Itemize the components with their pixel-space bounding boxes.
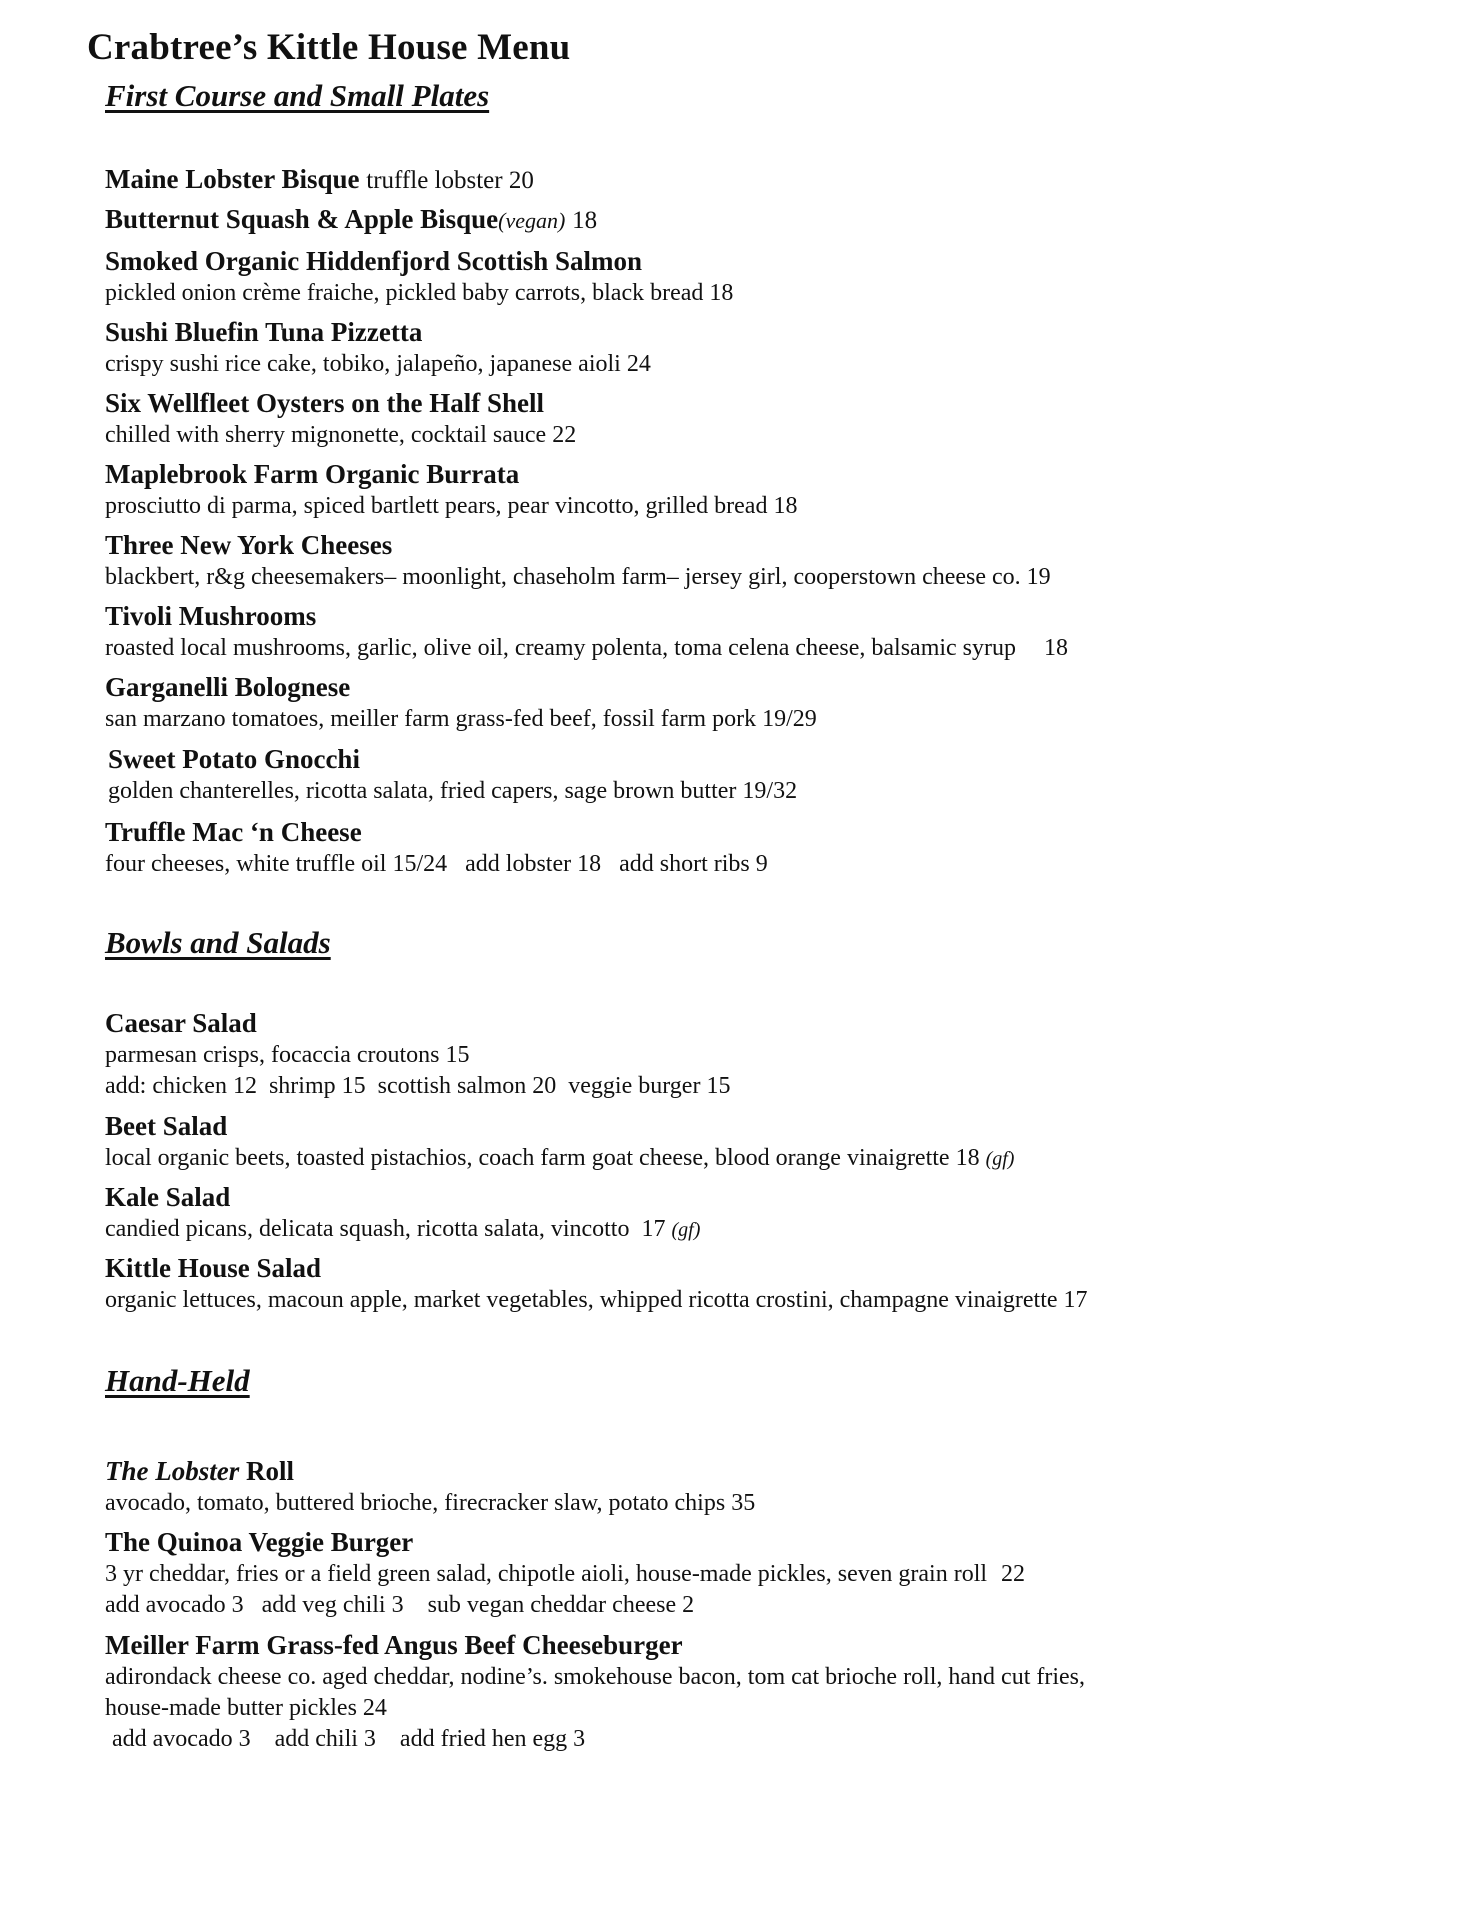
section-heading-bowls-salads: Bowls and Salads — [105, 925, 331, 960]
menu-title: Crabtree’s Kittle House Menu — [87, 27, 571, 68]
menu-item-angus-cheeseburger — [105, 1628, 1425, 1755]
menu-item-lobster-bisque — [105, 162, 1425, 198]
item-description: truffle lobster 20 — [366, 167, 534, 194]
gluten-free-tag: (gf) — [671, 1219, 701, 1241]
item-name: Maplebrook Farm Organic Burrata — [105, 459, 520, 489]
item-description: 3 yr cheddar, fries or a field green salad, chipotle aioli, house-made pickles, seven grain roll — [105, 1561, 988, 1587]
item-name: The Quinoa Veggie Burger — [105, 1527, 414, 1557]
menu-item-burrata — [105, 457, 1425, 522]
item-description: organic lettuces, macoun apple, market vegetables, whipped ricotta crostini, champagne vinaigrette 17 — [105, 1287, 1088, 1313]
menu-item-tuna-pizzetta — [105, 315, 1425, 380]
item-price: 22 — [1001, 1561, 1026, 1587]
item-name: Truffle Mac ‘n Cheese — [105, 817, 362, 847]
item-description: pickled onion crème fraiche, pickled baby carrots, black bread 18 — [105, 280, 734, 306]
item-price: 18 — [1044, 635, 1069, 661]
item-description: san marzano tomatoes, meiller farm grass-fed beef, fossil farm pork 19/29 — [105, 706, 817, 732]
section-heading-first-course: First Course and Small Plates — [105, 78, 490, 113]
item-description: golden chanterelles, ricotta salata, fried capers, sage brown butter 19/32 — [108, 778, 798, 804]
menu-item-garganelli — [105, 670, 1425, 735]
item-name: Sweet Potato Gnocchi — [108, 744, 360, 774]
item-name-italic: The Lobster — [105, 1456, 240, 1486]
item-description: local organic beets, toasted pistachios, coach farm goat cheese, blood orange vinaigrette 18 — [105, 1145, 980, 1171]
item-description: blackbert, r&g cheesemakers– moonlight, chaseholm farm– jersey girl, cooperstown cheese co. 19 — [105, 564, 1051, 590]
menu-item-gnocchi — [108, 742, 1428, 807]
item-name: Meiller Farm Grass-fed Angus Beef Cheeseburger — [105, 1630, 683, 1660]
item-description: avocado, tomato, buttered brioche, firecracker slaw, potato chips 35 — [105, 1490, 756, 1516]
item-description: roasted local mushrooms, garlic, olive oil, creamy polenta, toma celena cheese, balsamic syrup — [105, 635, 1017, 661]
item-description-continued: house-made butter pickles 24 — [105, 1695, 387, 1721]
vegan-note: (vegan) — [498, 208, 566, 233]
item-name: Caesar Salad — [105, 1008, 257, 1038]
item-addons: add avocado 3 add chili 3 add fried hen egg 3 — [112, 1726, 586, 1752]
item-name: Garganelli Bolognese — [105, 672, 351, 702]
item-description: parmesan crisps, focaccia croutons 15 — [105, 1042, 470, 1068]
menu-item-tivoli-mushrooms — [105, 599, 1425, 664]
item-name: Kittle House Salad — [105, 1253, 322, 1283]
item-name: Butternut Squash & Apple Bisque — [105, 204, 499, 234]
item-name: Smoked Organic Hiddenfjord Scottish Salmon — [105, 246, 643, 276]
item-description: candied picans, delicata squash, ricotta salata, vincotto 17 — [105, 1216, 666, 1242]
item-description: four cheeses, white truffle oil 15/24 add lobster 18 add short ribs 9 — [105, 851, 768, 877]
section-heading-hand-held: Hand-Held — [105, 1363, 250, 1398]
menu-item-oysters — [105, 386, 1425, 451]
item-description: chilled with sherry mignonette, cocktail sauce 22 — [105, 422, 577, 448]
gluten-free-tag: (gf) — [985, 1148, 1015, 1170]
item-description: crispy sushi rice cake, tobiko, jalapeño, japanese aioli 24 — [105, 351, 651, 377]
item-name: Roll — [239, 1456, 295, 1486]
item-description: prosciutto di parma, spiced bartlett pears, pear vincotto, grilled bread 18 — [105, 493, 798, 519]
menu-item-ny-cheeses — [105, 528, 1425, 593]
menu-item-kittle-house-salad — [105, 1251, 1425, 1316]
item-name: Three New York Cheeses — [105, 530, 393, 560]
menu-item-caesar-salad — [105, 1006, 1425, 1102]
menu-item-truffle-mac — [105, 815, 1425, 880]
menu-item-veggie-burger — [105, 1525, 1425, 1621]
item-name: Six Wellfleet Oysters on the Half Shell — [105, 388, 544, 418]
item-addons: add: chicken 12 shrimp 15 scottish salmon 20 veggie burger 15 — [105, 1073, 731, 1099]
item-name: Maine Lobster Bisque — [105, 164, 360, 194]
menu-item-lobster-roll — [105, 1454, 1425, 1519]
item-price: 18 — [572, 207, 598, 234]
item-name: Beet Salad — [105, 1111, 228, 1141]
item-addons: add avocado 3 add veg chili 3 sub vegan cheddar cheese 2 — [105, 1592, 695, 1618]
menu-item-smoked-salmon — [105, 244, 1425, 309]
menu-item-beet-salad — [105, 1109, 1425, 1175]
item-name: Sushi Bluefin Tuna Pizzetta — [105, 317, 423, 347]
menu-item-kale-salad — [105, 1180, 1425, 1246]
item-description: adirondack cheese co. aged cheddar, nodine’s. smokehouse bacon, tom cat brioche roll, hand cut fries, — [105, 1664, 1086, 1690]
item-name: Kale Salad — [105, 1182, 231, 1212]
menu-item-butternut-bisque — [105, 202, 1425, 238]
item-name: Tivoli Mushrooms — [105, 601, 317, 631]
